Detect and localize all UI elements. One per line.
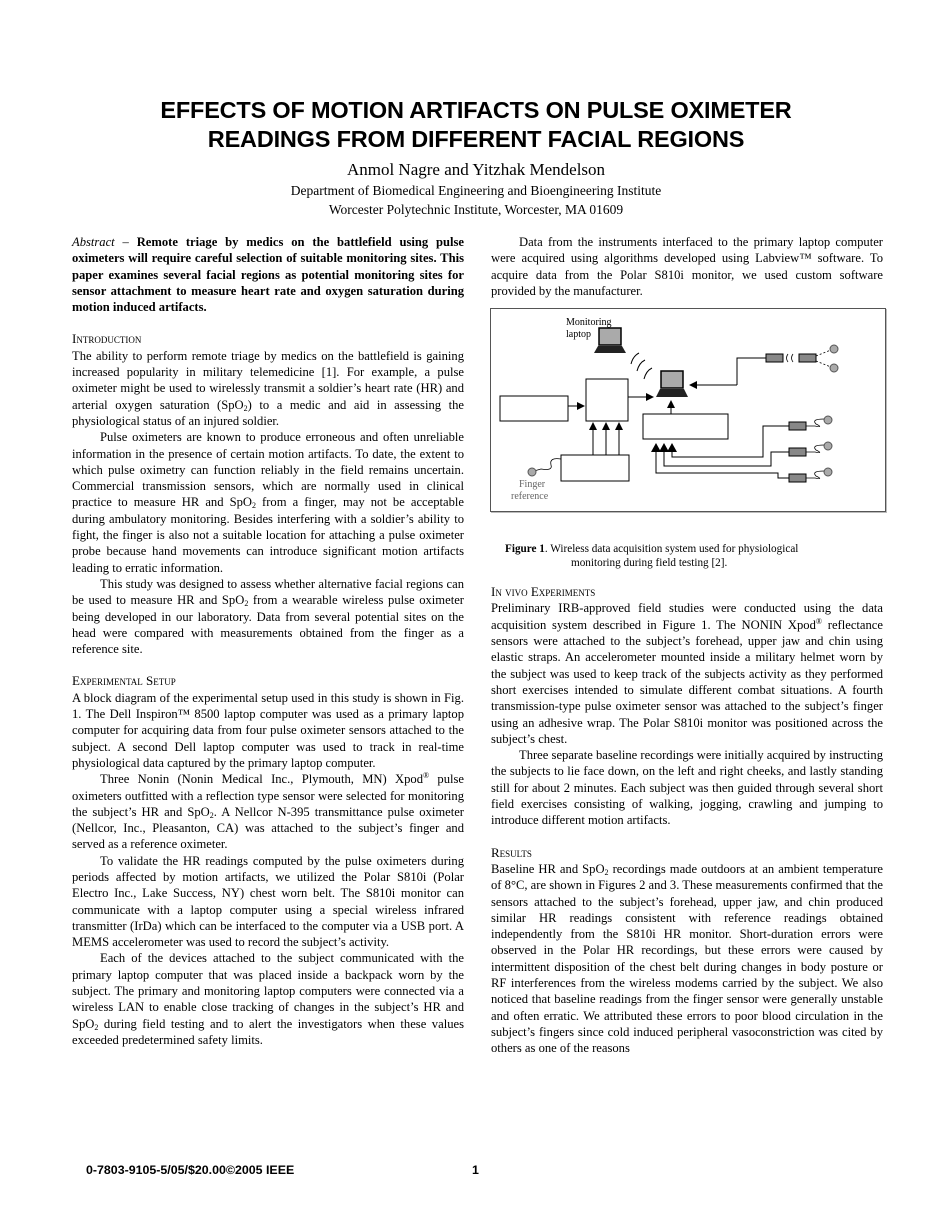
xpod-receiver-box bbox=[643, 414, 728, 439]
nellcor-oximeter-box bbox=[561, 455, 629, 481]
figure-1-caption: Figure 1. Wireless data acquisition system used for physiological monitoring during field testing [2]. bbox=[505, 543, 799, 570]
authors: Anmol Nagre and Yitzhak Mendelson bbox=[346, 160, 606, 179]
polar-receiver-icon bbox=[766, 354, 783, 362]
setup-paragraph-2: Three Nonin (Nonin Medical Inc., Plymouth, MN) Xpod® pulse oximeters outfitted with a reflection type sensor were selected for monitoring the subject’s HR and SpO$_2$. A Nellcor N-395 transmittance pulse oximeter (Nellcor, Inc., Pleasanton, CA) was attached to the subject’s finger and served as a reference oximeter. bbox=[72, 771, 465, 852]
section-heading-experimental-setup: Experimental Setup bbox=[72, 673, 176, 689]
section-heading-introduction: Introduction bbox=[72, 331, 142, 347]
setup-paragraph-4: Each of the devices attached to the subject communicated with the primary laptop computer that was placed inside a backpack worn by the subject. The primary and monitoring laptop computers were connected via a wireless LAN to enable close tracking of changes in the subject’s HR and SpO$_2$ during field testing and to alert the investigators when these values exceeded predetermined safety limits. bbox=[72, 951, 464, 1047]
title-line-2: READINGS FROM DIFFERENT FACIAL REGIONS bbox=[207, 126, 745, 152]
intro-paragraph-3: This study was designed to assess whether alternative facial regions can be used to measure HR and SpO$_2$ from a wearable wireless pulse oximeter being developed in our laboratory. Data from several potential sites on the head were compared with measurements obtained from the finger as a reference site. bbox=[72, 576, 464, 657]
right-column bbox=[491, 234, 883, 1057]
in-vivo-paragraph-1: Preliminary IRB-approved field studies were conducted using the data acquisition system described in Figure 1. The NONIN Xpod® reflectance sensors were attached to the subject’s forehead, upper jaw and chin using elastic straps. An accelerometer mounted inside a military helmet worn by the subject was used to keep track of the subjects activity as they performed short exercises intended to simulate different combat situations. A fourth transmission-type pulse oximeter sensor was attached to the subject’s finger using an adhesive wrap. The Polar S810i monitor was positioned across the subject’s chest. bbox=[491, 601, 883, 746]
xpod-sensor-icons bbox=[789, 416, 832, 482]
affiliation-line-2: Worcester Polytechnic Institute, Worcester, MA 01609 bbox=[328, 202, 624, 217]
intro-paragraph-2: Pulse oximeters are known to produce erroneous and often unreliable information in the presence of certain motion artifacts. To date, the extent to which pulse oximetry can function reliably in the field remains uncertain. Commercial transmission sensors, which are normally used in clinical practice to measure HR and SpO$_2$ from a finger, may not be acceptable during ambulatory monitoring. Besides interfering with a soldier’s ability to fight, the finger is also not a suitable location for attaching a pulse oximeter probe because hand movements can introduce significant motion artifacts leading to erratic information. bbox=[72, 430, 464, 575]
wireless-signal-icon bbox=[631, 353, 652, 379]
abstract-text: Remote triage by medics on the battlefield using pulse oximeters will require careful selection of suitable monitoring sites. This paper examines several facial regions as potential monitoring sites for sensor attachment to measure heart rate and oxygen saturation during motion induced artifacts. bbox=[72, 235, 465, 315]
abstract: Abstract – Remote triage by medics on the battlefield using pulse oximeters will require careful selection of suitable monitoring sites. This paper examines several facial regions as potential monitoring sites for sensor attachment to measure heart rate and oxygen saturation during motion induced artifacts. bbox=[72, 235, 465, 315]
polar-belt-icon bbox=[799, 354, 816, 362]
block-diagram-svg bbox=[491, 309, 885, 511]
accelerometer-box bbox=[500, 396, 568, 421]
title-line-1: EFFECTS OF MOTION ARTIFACTS ON PULSE OXIMETER bbox=[160, 97, 792, 123]
svg-text:reference: reference bbox=[511, 491, 549, 503]
finger-reference-label: Finger bbox=[519, 479, 546, 491]
in-vivo-paragraph-2: Three separate baseline recordings were initially acquired by instructing the subjects to lie face down, on the left and right cheeks, and lastly standing still for about 2 minutes. Each subject was then guided through several short field exercises consisting of walking, jogging, crawling and jumping to introduce different motion artifacts. bbox=[491, 748, 883, 828]
setup-paragraph-1: A block diagram of the experimental setup used in this study is shown in Fig. 1. The Dell Inspiron™ 8500 laptop computer was used as a primary laptop computer for acquiring data from four pulse oximeter sensors attached to the subject. A second Dell laptop computer was used to track in real-time physiological data captured by the primary laptop computer. bbox=[72, 690, 464, 770]
hub-box bbox=[586, 379, 628, 421]
figure-1-block-diagram bbox=[490, 308, 886, 512]
svg-text:laptop: laptop bbox=[566, 329, 591, 341]
affiliation-line-1: Department of Biomedical Engineering and Bioengineering Institute bbox=[290, 183, 662, 198]
section-heading-in-vivo: In vivo Experiments bbox=[491, 584, 596, 600]
primary-laptop-icon bbox=[656, 371, 688, 397]
setup-paragraph-3: To validate the HR readings computed by the pulse oximeters during periods affected by motion artifacts, we utilized the Polar S810i (Polar Electro Inc., Lake Success, NY) chest worn belt. The S810i monitor can communicate with a laptop computer using a special wireless infrared transmitter (IrDa) which can be interfaced to the computer via a USB port. A MEMS accelerometer was used to record the subject’s activity. bbox=[72, 853, 464, 950]
copyright-footer: 0-7803-9105-5/05/$20.00©2005 IEEE bbox=[86, 1163, 295, 1177]
monitoring-laptop-icon bbox=[594, 328, 626, 353]
finger-sensor-icon bbox=[528, 468, 536, 476]
paper-title bbox=[60, 96, 892, 154]
affiliation bbox=[60, 181, 892, 219]
abstract-label: Abstract bbox=[72, 235, 115, 249]
section-heading-results: Results bbox=[491, 844, 532, 860]
page-number: 1 bbox=[472, 1163, 479, 1177]
left-column bbox=[72, 234, 464, 1048]
monitoring-laptop-label: Monitoring bbox=[566, 317, 612, 329]
setup-paragraph-5: Data from the instruments interfaced to the primary laptop computer were acquired using algorithms developed using Labview™ software. To acquire data from the Polar S810i monitor, we used custom software provided by the manufacturer. bbox=[491, 235, 883, 298]
intro-paragraph-1: The ability to perform remote triage by medics on the battlefield is gaining increased popularity in military telemedicine [1]. For example, a pulse oximeter might be used to wirelessly transmit a soldier’s heart rate (HR) and arterial oxygen saturation (SpO$_2$) to a medic and aid in assessing the physiological status of an injured soldier. bbox=[72, 348, 464, 428]
results-paragraph-1: Baseline HR and SpO$_2$ recordings made outdoors at an ambient temperature of 8°C, are shown in Figures 2 and 3. These measurements confirmed that the sensors attached to the subject’s forehead, upper jaw, and chin produced similar HR readings consistent with reference readings obtained independently from the S810i HR monitor. Short-duration errors were observed in the Polar HR recordings, but these errors were caused by intermittent disposition of the chest belt during changes in body posture or RF interferences from the wireless modems carried by the subject. We also noticed that baseline readings from the finger sensor were generally unstable and often erratic. We attributed these errors to poor blood circulation in the subject’s fingers since cold induced peripheral vasoconstriction was cited by others as one of the reasons bbox=[491, 861, 883, 1056]
